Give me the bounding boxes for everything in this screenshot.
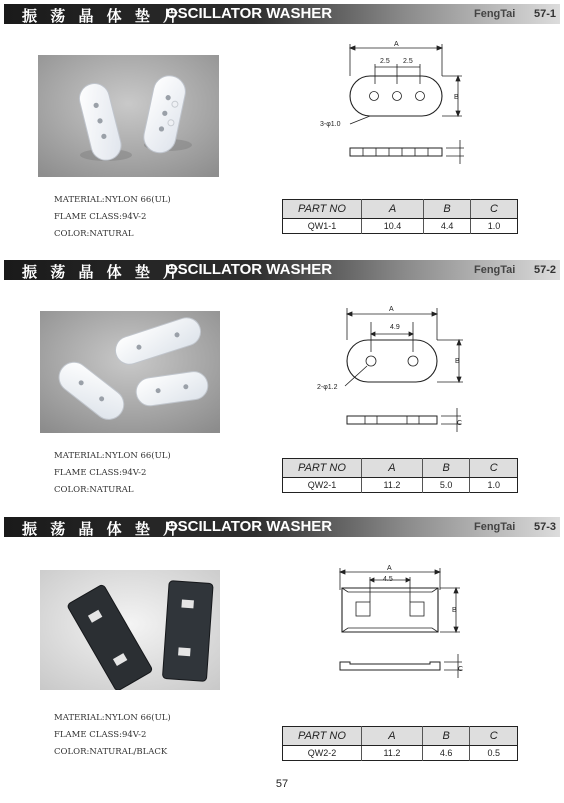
catalog-code: 57-1 (533, 8, 556, 20)
flame-class-text: FLAME CLASS:94V-2 (54, 730, 147, 740)
cell-part-no: QW1-1 (283, 219, 362, 234)
brand-label: FengTai (474, 264, 516, 276)
table-row (283, 746, 518, 761)
col-c: C (470, 727, 518, 746)
part-table (282, 726, 518, 761)
product-photo (40, 570, 220, 690)
cell-a: 11.2 (362, 478, 423, 493)
col-b: B (422, 459, 470, 478)
dim-pitch: 4.5 (383, 576, 393, 583)
cell-a: 11.2 (362, 746, 423, 761)
dim-a-label: A (394, 41, 399, 48)
dim-c-label: C (457, 420, 463, 427)
dim-pitch-1: 2.5 (380, 58, 390, 65)
dim-pitch-2: 2.5 (403, 58, 413, 65)
cell-b: 4.4 (424, 219, 471, 234)
dim-a-label: A (387, 565, 392, 572)
color-text: COLOR:NATURAL/BLACK (54, 747, 168, 757)
hole-callout: 2-φ1.2 (317, 384, 338, 391)
catalog-code: 57-3 (533, 521, 556, 533)
cell-b: 4.6 (422, 746, 470, 761)
technical-drawing (320, 560, 480, 690)
dim-a-label: A (389, 306, 394, 313)
brand-label: FengTai (474, 521, 516, 533)
cell-a: 10.4 (362, 219, 424, 234)
title-english: OSCILLATOR WASHER (166, 518, 333, 535)
col-a: A (362, 459, 423, 478)
cell-c: 1.0 (487, 221, 501, 231)
page-number: 57 (275, 778, 289, 790)
col-b: B (424, 200, 471, 219)
col-a: A (362, 200, 424, 219)
material-text: MATERIAL:NYLON 66(UL) (54, 195, 171, 205)
dim-b-label: B (454, 94, 459, 101)
col-part-no: PART NO (283, 459, 362, 478)
cell-b: 5.0 (422, 478, 470, 493)
dim-b-label: B (455, 358, 460, 365)
flame-class-text: FLAME CLASS:94V-2 (54, 212, 147, 222)
dim-b-label: B (452, 607, 457, 614)
col-a: A (362, 727, 423, 746)
cell-c: 1.0 (487, 480, 500, 490)
cell-part-no: QW2-2 (283, 746, 362, 761)
material-text: MATERIAL:NYLON 66(UL) (54, 713, 171, 723)
brand-label: FengTai (474, 8, 516, 20)
title-english: OSCILLATOR WASHER (166, 261, 333, 278)
table-header-row (283, 727, 518, 746)
section-header (4, 517, 560, 537)
color-text: COLOR:NATURAL (54, 229, 134, 239)
dim-pitch: 4.9 (390, 324, 400, 331)
dim-c-label: C (458, 666, 464, 673)
cell-part-no: QW2-1 (283, 478, 362, 493)
title-chinese: 振 荡 晶 体 垫 片 (22, 263, 183, 281)
title-english: OSCILLATOR WASHER (166, 5, 333, 22)
flame-class-text: FLAME CLASS:94V-2 (54, 468, 147, 478)
col-part-no: PART NO (283, 727, 362, 746)
title-chinese: 振 荡 晶 体 垫 片 (22, 520, 183, 538)
material-specs (54, 710, 171, 761)
color-text: COLOR:NATURAL (54, 485, 134, 495)
cell-c: 0.5 (487, 748, 500, 758)
col-part-no: PART NO (283, 200, 362, 219)
col-c: C (471, 200, 518, 219)
col-c: C (470, 459, 518, 478)
material-text: MATERIAL:NYLON 66(UL) (54, 451, 171, 461)
title-chinese: 振 荡 晶 体 垫 片 (22, 7, 183, 25)
catalog-code: 57-2 (533, 264, 556, 276)
hole-callout: 3-φ1.0 (320, 121, 341, 128)
col-b: B (422, 727, 470, 746)
